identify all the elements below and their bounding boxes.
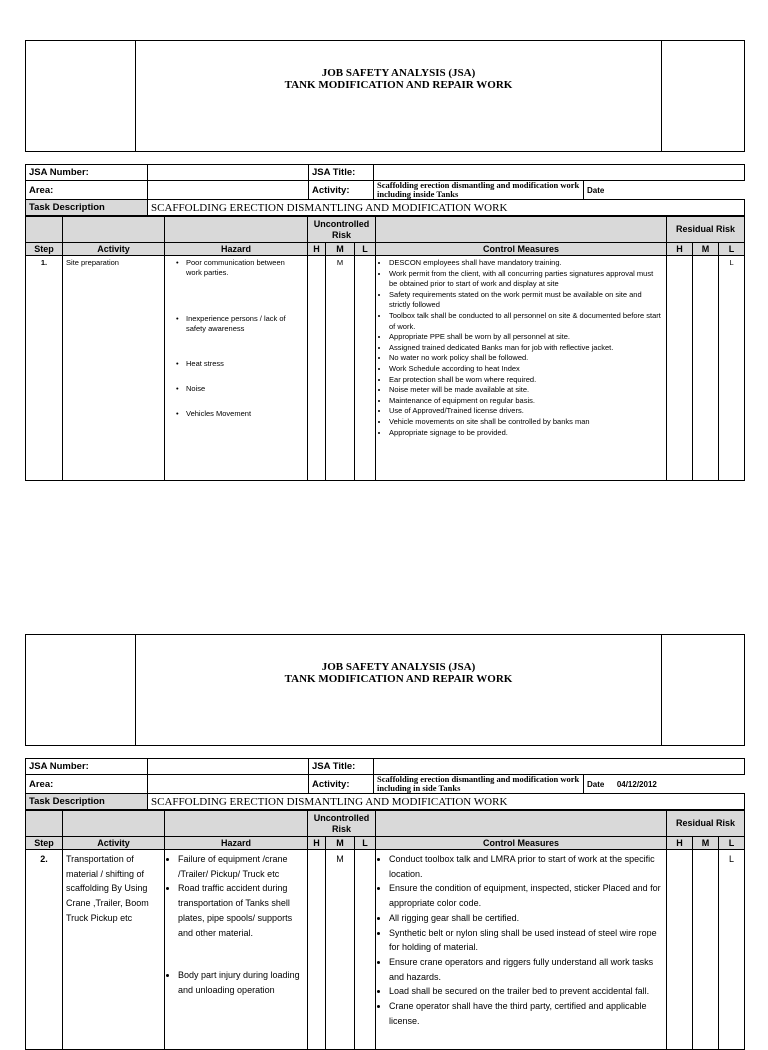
hazard-cell [165,850,308,1050]
control-list [379,258,663,438]
hazard-item: • Vehicles Movement [182,409,304,419]
control-item: • Maintenance of equipment on regular basis. [389,396,663,407]
activity-header: Activity [63,837,165,850]
residual-m-header: M [693,837,719,850]
hazard-item: • Noise [182,384,304,394]
title-line-2: TANK MODIFICATION AND REPAIR WORK [284,79,513,91]
hazard-item: • Road traffic accident during transportation of Tanks shell plates, pipe spools/ supports and other material. [178,881,304,940]
hazard-item: • Failure of equipment /crane /Trailer/ Pickup/ Truck etc [178,852,304,881]
date-field [584,775,745,794]
area-label: Area: [26,775,148,794]
control-item: • Appropriate PPE shall be worn by all personnel at site. [389,332,663,343]
area-label: Area: [26,181,148,200]
area-value [148,181,309,200]
info-table [25,164,745,216]
header-table [25,634,745,746]
table-row [26,256,745,481]
task-description-label: Task Description [26,200,148,216]
step-header: Step [26,243,63,256]
uncontrolled-h-value [308,850,326,1050]
residual-m-header: M [693,243,719,256]
date-label: Date [587,779,605,789]
residual-h-header: H [667,243,693,256]
residual-risk-header: Residual Risk [667,217,745,243]
control-measures-cell [376,256,667,481]
jsa-number-label: JSA Number: [26,759,148,775]
control-measures-header: Control Measures [376,243,667,256]
step-number: 1. [26,256,63,481]
control-item: • Ensure crane operators and riggers fully understand all work tasks and hazards. [389,955,663,984]
logo-box-left [26,635,136,746]
step-number: 2. [26,850,63,1050]
uncontrolled-l-header: L [355,243,376,256]
document-title [136,635,662,746]
residual-l-header: L [719,243,745,256]
uncontrolled-m-header: M [326,837,355,850]
control-item: • Synthetic belt or nylon sling shall be used instead of steel wire rope for holding of material. [389,926,663,955]
task-description-value: SCAFFOLDING ERECTION DISMANTLING AND MODIFICATION WORK [148,200,745,216]
header-blank-control [376,217,667,243]
control-list [379,852,663,1028]
hazard-item: • Inexperience persons / lack of safety awareness [182,314,296,334]
control-measures-cell [376,850,667,1050]
residual-h-value [667,256,693,481]
step-header: Step [26,837,63,850]
jsa-table [25,216,745,481]
uncontrolled-h-value [308,256,326,481]
control-item: • Toolbox talk shall be conducted to all personnel on site & documented before start of work. [389,311,663,332]
jsa-table [25,810,745,1050]
jsa-title-value [374,165,745,181]
logo-box-right [662,41,745,152]
control-item: • Crane operator shall have the third party, certified and applicable license. [389,999,663,1028]
control-item: • No water no work policy shall be followed. [389,353,663,364]
hazard-item: • Poor communication between work parties. [182,258,286,278]
activity-label: Activity: [309,775,374,794]
uncontrolled-h-header: H [308,837,326,850]
activity-label: Activity: [309,181,374,200]
title-line-1: JOB SAFETY ANALYSIS (JSA) [321,661,476,673]
hazard-item: • Heat stress [182,359,304,369]
area-value [148,775,309,794]
jsa-number-value [148,165,309,181]
table-row [26,850,745,1050]
title-line-2: TANK MODIFICATION AND REPAIR WORK [284,673,513,685]
header-blank-activity [63,811,165,837]
control-item: • Assigned trained dedicated Banks man for job with reflective jacket. [389,343,663,354]
header-blank-step [26,217,63,243]
activity-cell: Site preparation [63,256,165,481]
activity-cell: Transportation of material / shifting of scaffolding By Using Crane ,Trailer, Boom Truck Pickup etc [63,850,165,1050]
jsa-page-2 [25,634,744,1050]
document-title [136,41,662,152]
info-table [25,758,745,810]
hazard-item: • Body part injury during loading and unloading operation [178,968,304,997]
activity-header: Activity [63,243,165,256]
jsa-title-label: JSA Title: [309,759,374,775]
hazard-header: Hazard [165,243,308,256]
hazard-header: Hazard [165,837,308,850]
control-item: • Ensure the condition of equipment, inspected, sticker Placed and for appropriate color code. [389,881,663,910]
control-item: • Conduct toolbox talk and LMRA prior to start of work at the specific location. [389,852,663,881]
jsa-number-label: JSA Number: [26,165,148,181]
jsa-title-label: JSA Title: [309,165,374,181]
residual-m-value [693,850,719,1050]
header-blank-hazard [165,811,308,837]
control-item: • Work permit from the client, with all concurring parties signatures approval must be obtained prior to start of work and display at site [389,269,663,290]
header-blank-activity [63,217,165,243]
uncontrolled-m-value: M [326,256,355,481]
control-item: • Work Schedule according to heat Index [389,364,663,375]
residual-m-value [693,256,719,481]
logo-box-left [26,41,136,152]
control-item: • Load shall be secured on the trailer bed to prevent accidental fall. [389,984,663,999]
jsa-page-1 [25,40,744,481]
uncontrolled-m-header: M [326,243,355,256]
residual-l-header: L [719,837,745,850]
residual-risk-header: Residual Risk [667,811,745,837]
control-item: • Ear protection shall be worn where required. [389,375,663,386]
control-item: • Use of Approved/Trained license drivers. [389,406,663,417]
residual-h-value [667,850,693,1050]
date-value: 04/12/2012 [616,779,657,789]
uncontrolled-l-value [355,850,376,1050]
control-measures-header: Control Measures [376,837,667,850]
hazard-list [168,258,304,419]
uncontrolled-risk-header: Uncontrolled Risk [308,811,376,837]
control-item: • All rigging gear shall be certified. [389,911,663,926]
uncontrolled-l-value [355,256,376,481]
residual-l-value: L [719,256,745,481]
task-description-label: Task Description [26,794,148,810]
date-label: Date [587,185,605,195]
activity-value: Scaffolding erection dismantling and modification work including in side Tanks [374,775,584,794]
header-blank-control [376,811,667,837]
date-field [584,181,745,200]
activity-value: Scaffolding erection dismantling and modification work including inside Tanks [374,181,584,200]
logo-box-right [662,635,745,746]
hazard-list [168,852,304,998]
header-blank-step [26,811,63,837]
control-item: • DESCON employees shall have mandatory training. [389,258,663,269]
control-item: • Vehicle movements on site shall be controlled by banks man [389,417,663,428]
task-description-value: SCAFFOLDING ERECTION DISMANTLING AND MODIFICATION WORK [148,794,745,810]
control-item: • Noise meter will be made available at site. [389,385,663,396]
uncontrolled-l-header: L [355,837,376,850]
uncontrolled-m-value: M [326,850,355,1050]
control-item: • Safety requirements stated on the work permit must be available on site and strictly followed [389,290,663,311]
jsa-title-value [374,759,745,775]
header-table [25,40,745,152]
header-blank-hazard [165,217,308,243]
residual-h-header: H [667,837,693,850]
title-line-1: JOB SAFETY ANALYSIS (JSA) [321,67,476,79]
residual-l-value: L [719,850,745,1050]
uncontrolled-h-header: H [308,243,326,256]
hazard-cell [165,256,308,481]
uncontrolled-risk-header: Uncontrolled Risk [308,217,376,243]
jsa-number-value [148,759,309,775]
control-item: • Appropriate signage to be provided. [389,428,663,439]
